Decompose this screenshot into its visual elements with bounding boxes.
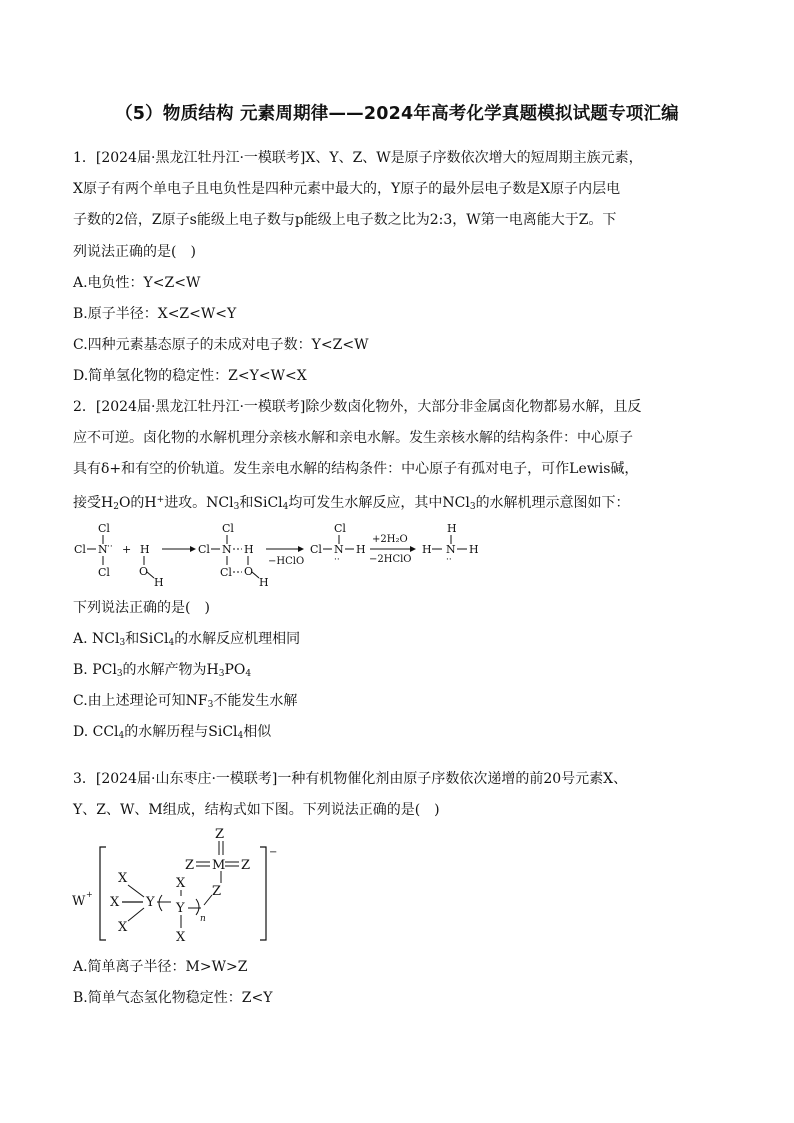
structure-y: Y	[146, 895, 155, 910]
scheme-h: H	[469, 543, 479, 556]
q2-option-a: A. NCl$_3$和SiCl$_4$的水解反应机理相同	[73, 631, 301, 648]
scheme-arrow-label: −2HClO	[369, 554, 412, 565]
scheme-o: O	[244, 565, 254, 578]
structure-subscript-n: n	[200, 914, 206, 924]
scheme-h: H	[154, 576, 164, 589]
scheme-h: H	[244, 543, 254, 556]
scheme-n: N	[98, 543, 108, 556]
scheme-h: H	[259, 576, 269, 589]
q1-stem-line: 子数的2倍，Z原子s能级上电子数与p能级上电子数之比为2:3，W第一电离能大于Z。下	[73, 212, 617, 228]
scheme-arrow-label: −HClO	[268, 556, 305, 567]
q2-stem-line: 接受$H_2O$的H+进攻。NCl$_3$和SiCl$_4$均可发生水解反应，其中NCl$_3$的水解机理示意图如下：	[73, 495, 630, 512]
scheme-cl: Cl	[74, 543, 86, 556]
scheme-h: H	[356, 543, 366, 556]
scheme-h: H	[447, 522, 457, 535]
scheme-cl: Cl	[98, 522, 110, 535]
scheme-o: O	[139, 565, 149, 578]
structure-y: Y	[176, 901, 185, 916]
q3-option-b: B.简单气态氢化物稳定性：Z<Y	[73, 990, 273, 1006]
q3-stem-line: 3．[2024届·山东枣庄·一模联考]一种有机物催化剂由原子序数依次递增的前20号元素X、	[73, 771, 628, 787]
scheme-cl: Cl	[310, 543, 322, 556]
structure-x: X	[176, 876, 186, 891]
q1-option-d: D.简单氢化物的稳定性：Z<Y<W<X	[73, 368, 307, 384]
scheme-n: N	[446, 543, 456, 556]
page-title: （5）物质结构 元素周期律——2024年高考化学真题模拟试题专项汇编	[115, 104, 679, 124]
scheme-lone-pair: ··	[107, 542, 113, 552]
q2-option-d: D. CCl$_4$的水解历程与SiCl$_4$相似	[73, 724, 272, 741]
structure-charge: −	[269, 847, 278, 858]
scheme-cl: Cl	[98, 566, 110, 579]
q3-stem-line: Y、Z、W、M组成，结构式如下图。下列说法正确的是( )	[73, 802, 440, 818]
structure-z: Z	[241, 858, 251, 873]
ncl3-hydrolysis-scheme	[70, 520, 490, 590]
q1-stem-line: X原子有两个单电子且电负性是四种元素中最大的，Y原子的最外层电子数是X原子内层电	[73, 181, 621, 197]
scheme-cl: Cl	[222, 522, 234, 535]
scheme-lone-pair: ··	[446, 555, 452, 565]
structure-z: Z	[185, 858, 195, 873]
q2-stem-line: 应不可逆。卤化物的水解机理分亲核水解和亲电水解。发生亲核水解的结构条件：中心原子	[73, 430, 633, 446]
structure-x: X	[110, 895, 120, 910]
structure-z: Z	[212, 884, 222, 899]
q2-question: 下列说法正确的是( )	[73, 600, 210, 616]
scheme-cl: Cl	[334, 522, 346, 535]
structure-m: M	[212, 858, 226, 873]
structure-x: X	[176, 930, 186, 945]
q2-stem-line: 2．[2024届·黑龙江牡丹江·一模联考]除少数卤化物外，大部分非金属卤化物都易水解，且反	[73, 399, 642, 415]
structure-z: Z	[215, 827, 225, 842]
scheme-h: H	[422, 543, 432, 556]
scheme-n: N	[222, 543, 232, 556]
catalyst-structure	[70, 825, 290, 950]
scheme-cl: Cl	[220, 566, 232, 579]
structure-charge: +	[86, 890, 93, 899]
q1-option-c: C.四种元素基态原子的未成对电子数：Y<Z<W	[73, 337, 369, 353]
q2-stem-line: 具有δ+和有空的价轨道。发生亲电水解的结构条件：中心原子有孤对电子，可作Lewis碱，	[73, 461, 639, 477]
scheme-n: N	[334, 543, 344, 556]
scheme-h: H	[140, 543, 150, 556]
q3-option-a: A.简单离子半径：M>W>Z	[73, 959, 248, 975]
scheme-cl: Cl	[198, 543, 210, 556]
scheme-arrow-label: +2H₂O	[372, 534, 408, 545]
q1-option-b: B.原子半径：X<Z<W<Y	[73, 306, 237, 322]
q1-option-a: A.电负性：Y<Z<W	[73, 275, 201, 291]
scheme-plus: +	[122, 543, 132, 556]
scheme-lone-pair: ··	[334, 555, 340, 565]
q2-option-c: C.由上述理论可知$NF_3$不能发生水解	[73, 693, 298, 710]
structure-x: X	[118, 920, 128, 935]
q2-option-b: B. PCl$_3$的水解产物为$H_3PO_4$	[73, 662, 252, 679]
q1-stem-line: 列说法正确的是( )	[73, 244, 196, 260]
structure-x: X	[118, 871, 128, 886]
q1-stem-line: 1．[2024届·黑龙江牡丹江·一模联考]X、Y、Z、W是原子序数依次增大的短周期主族元素，	[73, 150, 643, 166]
structure-w: W	[72, 894, 86, 909]
